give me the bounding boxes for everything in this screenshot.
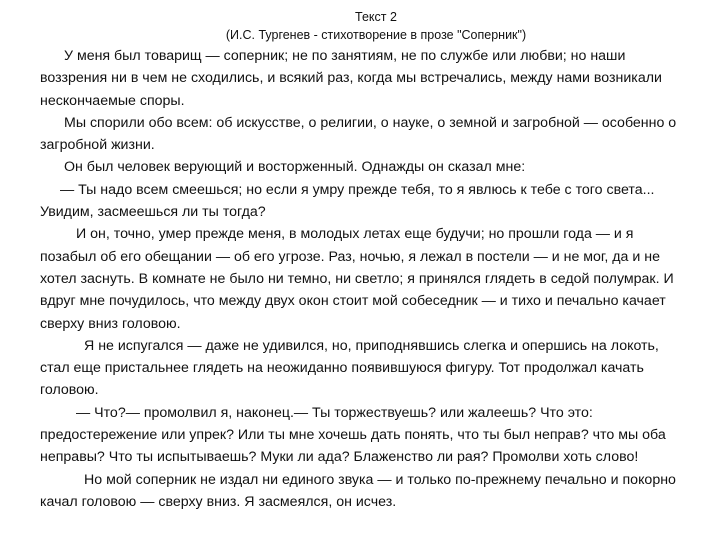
document-subtitle: (И.С. Тургенев - стихотворение в прозе "Соперник") — [225, 28, 527, 42]
paragraph: — Что?— промолвил я, наконец.— Ты торжествуешь? или жалеешь? Что это: предостережение или упрек? Или ты мне хочешь дать понять, что ты был неправ? что мы оба неправы? Что ты испытываешь? Муки ли ада? Блаженство ли рая? Промолви хоть слово! — [40, 404, 666, 466]
paragraph: У меня был товарищ — соперник; не по занятиям, не по службе или любви; но наши воззрения ни в чем не сходились, и всякий раз, когда мы встречались, между нами возникали нескончаемые споры. — [40, 48, 662, 109]
paragraph: И он, точно, умер прежде меня, в молодых летах еще будучи; но прошли года — и я позабыл об его обещании — об его угрозе. Раз, ночью, я лежал в постели — и не мог, да и не хотел заснуть. В комнате не было ни темно, ни светло; я принялся глядеть в седой полумрак. И вдруг мне почудилось, что между двух окон стоит мой собеседник — и тихо и печально качает сверху вниз головою. — [40, 226, 674, 332]
document-title: Текст 2 — [355, 10, 397, 24]
paragraph: Мы спорили обо всем: об искусстве, о религии, о науке, о земной и загробной — особенно о загробной жизни. — [40, 114, 677, 154]
paragraph: Но мой соперник не издал ни единого звука — и только по-прежнему печально и покорно качал головою — сверху вниз. Я засмеялся, он исчез. — [40, 471, 676, 510]
paragraph: — Ты надо всем смеешься; но если я умру прежде тебя, то я явлюсь к тебе с того света... Увидим, засмеешься ли ты тогда? — [40, 181, 655, 221]
paragraph: Я не испугался — даже не удивился, но, приподнявшись слегка и опершись на локоть, стал еще пристальнее глядеть на неожиданно появившуюся фигуру. Тот продолжал качать головою. — [40, 337, 659, 399]
paragraph: Он был человек верующий и восторженный. Однажды он сказал мне: — [64, 159, 526, 176]
document-body — [40, 45, 692, 513]
